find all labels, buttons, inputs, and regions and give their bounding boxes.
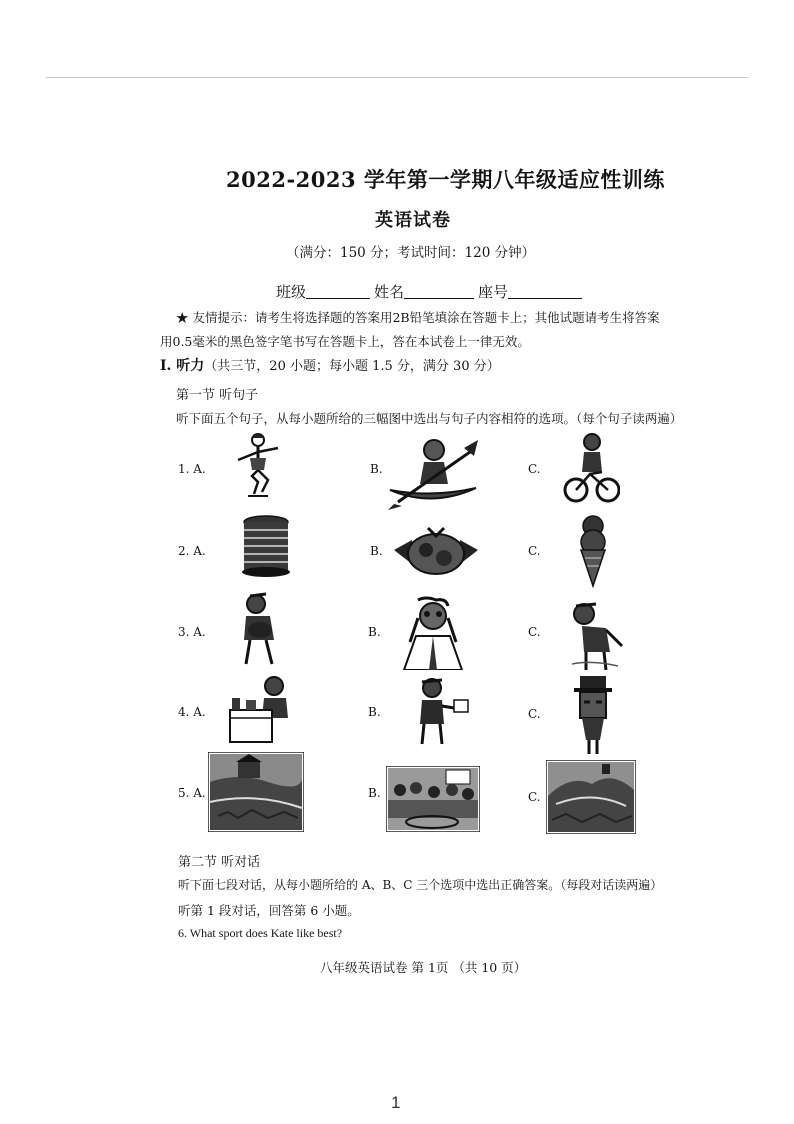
q4-option-b-label: B. xyxy=(368,705,381,719)
q3-option-a-label: 3. A. xyxy=(178,625,206,639)
student-info-fields xyxy=(276,281,586,302)
boy-holding-stomach-icon xyxy=(236,592,286,668)
page-number: 1 xyxy=(391,1093,401,1112)
tired-man-icon xyxy=(562,600,626,672)
exam-subtitle: 英语试卷 xyxy=(375,210,451,231)
q1-option-b-label: B. xyxy=(370,462,383,476)
class-field[interactable] xyxy=(306,284,370,299)
seat-field[interactable] xyxy=(508,284,582,299)
q5-option-b-label: B. xyxy=(368,786,381,800)
q5-option-a-label: 5. A. xyxy=(178,786,206,800)
boy-with-letter-icon xyxy=(410,676,470,746)
exam-title: 2022-2023 学年第一学期八年级适应性训练 xyxy=(226,167,665,192)
ice-skating-girl-icon xyxy=(228,430,286,504)
cook-at-counter-icon xyxy=(226,674,296,746)
village-scene-icon xyxy=(208,752,304,832)
ice-cream-cone-icon xyxy=(576,514,610,588)
q2-option-a-label: 2. A. xyxy=(178,544,206,558)
q1-option-c-label: C. xyxy=(528,462,541,476)
q3-option-c-label: C. xyxy=(528,625,541,639)
q2-option-c-label: C. xyxy=(528,544,541,558)
question-6: 6. What sport does Kate like best? xyxy=(178,926,343,940)
name-field[interactable] xyxy=(404,284,474,299)
notice-line-1: ★ 友情提示：请考生将选择题的答案用2B铅笔填涂在答题卡上；其他试题请考生将答案 xyxy=(176,310,660,325)
q1-option-a-label: 1. A. xyxy=(178,462,206,476)
cycling-boy-icon xyxy=(562,432,620,504)
top-rule xyxy=(46,77,748,78)
part1-heading xyxy=(160,355,500,375)
name-label: 姓名 xyxy=(374,283,405,301)
q4-option-c-label: C. xyxy=(528,707,541,721)
page-footer: 八年级英语试卷 第 1页 （共 10 页） xyxy=(320,960,527,975)
part1-title: I. 听力 xyxy=(160,358,205,374)
score-info: （满分：150 分；考试时间：120 分钟） xyxy=(286,245,536,261)
town-hill-icon xyxy=(546,760,636,834)
q2-option-b-label: B. xyxy=(370,544,383,558)
pancake-stack-icon xyxy=(240,514,292,578)
part1-note: （共三节，20 小题；每小题 1.5 分，满分 30 分） xyxy=(204,359,500,374)
section2-instruction: 听下面七段对话，从每小题所给的 A、B、C 三个选项中选出正确答案。（每段对话读两遍） xyxy=(178,878,663,892)
man-with-headache-icon xyxy=(396,596,470,670)
class-label: 班级 xyxy=(276,283,307,301)
dialog-1-instruction: 听第 1 段对话，回答第 6 小题。 xyxy=(178,903,360,918)
man-with-hat-icon xyxy=(570,674,616,756)
section1-instruction: 听下面五个句子，从每小题所给的三幅图中选出与句子内容相符的选项。（每个句子读两遍） xyxy=(176,411,683,426)
seat-label: 座号 xyxy=(478,283,509,301)
section2-heading: 第二节 听对话 xyxy=(178,855,261,870)
kayaking-boy-icon xyxy=(384,432,480,512)
crowd-street-icon xyxy=(386,766,480,832)
notice-line-2: 用0.5毫米的黑色签字笔书写在答题卡上，答在本试卷上一律无效。 xyxy=(160,334,530,349)
q5-option-c-label: C. xyxy=(528,790,541,804)
section1-heading: 第一节 听句子 xyxy=(176,388,259,403)
q4-option-a-label: 4. A. xyxy=(178,705,206,719)
q3-option-b-label: B. xyxy=(368,625,381,639)
candy-pile-icon xyxy=(390,520,482,584)
